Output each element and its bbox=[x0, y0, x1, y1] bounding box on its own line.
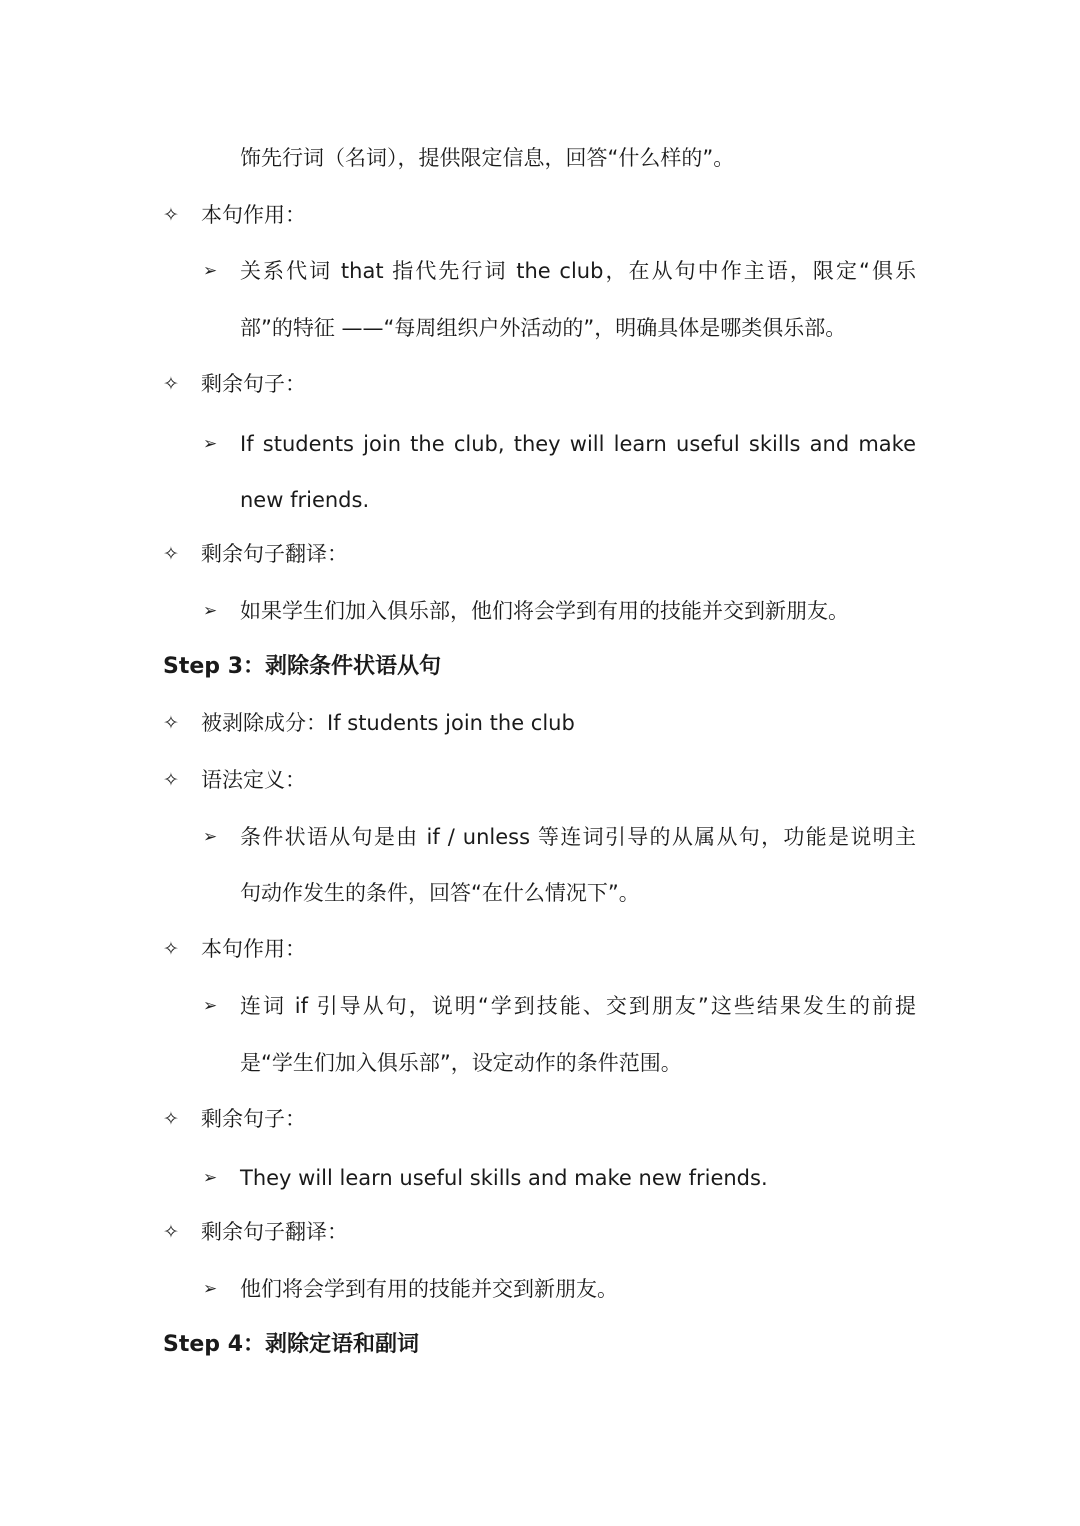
remaining-sentence-line-2: new friends. bbox=[240, 488, 370, 512]
function-explanation-line-2: 部”的特征 ——“每周组织户外活动的”，明确具体是哪类俱乐部。 bbox=[240, 316, 847, 340]
diamond-bullet-icon: ✧ bbox=[163, 769, 179, 791]
remaining-sentence: They will learn useful skills and make new friends. bbox=[240, 1166, 768, 1190]
section-label-function: 本句作用： bbox=[201, 203, 306, 227]
translation-text: 如果学生们加入俱乐部，他们将会学到有用的技能并交到新朋友。 bbox=[240, 599, 849, 623]
arrow-bullet-icon: ➢ bbox=[203, 996, 218, 1016]
section-label-definition: 语法定义： bbox=[201, 768, 306, 792]
arrow-bullet-icon: ➢ bbox=[203, 1279, 218, 1299]
section-label-function: 本句作用： bbox=[201, 937, 306, 961]
diamond-bullet-icon: ✧ bbox=[163, 712, 179, 734]
section-label-remaining: 剩余句子： bbox=[201, 372, 306, 396]
arrow-bullet-icon: ➢ bbox=[203, 434, 218, 454]
arrow-bullet-icon: ➢ bbox=[203, 261, 218, 281]
function-explanation-line-1: 连词 if 引导从句，说明“学到技能、交到朋友”这些结果发生的前提 bbox=[240, 994, 916, 1018]
diamond-bullet-icon: ✧ bbox=[163, 373, 179, 395]
step-4-heading: Step 4：剥除定语和副词 bbox=[163, 1332, 419, 1357]
definition-line-1: 条件状语从句是由 if / unless 等连词引导的从属从句，功能是说明主 bbox=[240, 825, 916, 849]
section-label-translation: 剩余句子翻译： bbox=[201, 542, 348, 566]
arrow-bullet-icon: ➢ bbox=[203, 1168, 218, 1188]
section-label-translation: 剩余句子翻译： bbox=[201, 1220, 348, 1244]
stripped-component: 被剥除成分：If students join the club bbox=[201, 711, 575, 735]
remaining-sentence-line-1: If students join the club, they will learn useful skills and make bbox=[240, 432, 916, 456]
translation-text: 他们将会学到有用的技能并交到新朋友。 bbox=[240, 1277, 618, 1301]
function-explanation-line-1: 关系代词 that 指代先行词 the club，在从句中作主语，限定“俱乐 bbox=[240, 259, 916, 283]
paragraph-continuation: 饰先行词（名词），提供限定信息，回答“什么样的”。 bbox=[240, 146, 735, 170]
step-3-heading: Step 3：剥除条件状语从句 bbox=[163, 654, 441, 679]
diamond-bullet-icon: ✧ bbox=[163, 543, 179, 565]
diamond-bullet-icon: ✧ bbox=[163, 938, 179, 960]
section-label-remaining: 剩余句子： bbox=[201, 1107, 306, 1131]
arrow-bullet-icon: ➢ bbox=[203, 827, 218, 847]
function-explanation-line-2: 是“学生们加入俱乐部”，设定动作的条件范围。 bbox=[240, 1051, 682, 1075]
diamond-bullet-icon: ✧ bbox=[163, 1221, 179, 1243]
arrow-bullet-icon: ➢ bbox=[203, 601, 218, 621]
diamond-bullet-icon: ✧ bbox=[163, 204, 179, 226]
diamond-bullet-icon: ✧ bbox=[163, 1108, 179, 1130]
definition-line-2: 句动作发生的条件，回答“在什么情况下”。 bbox=[240, 881, 640, 905]
